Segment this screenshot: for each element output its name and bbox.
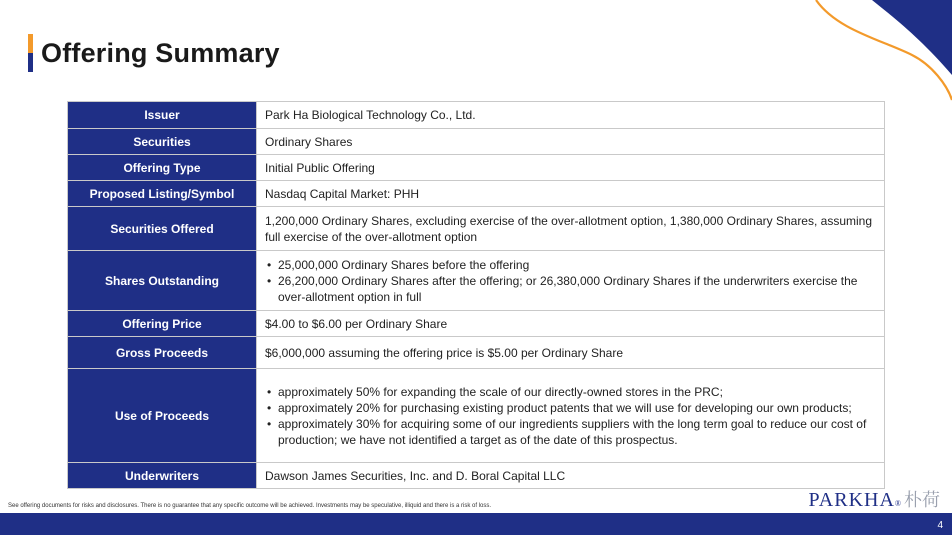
footer-bar xyxy=(0,513,952,535)
row-label: Securities Offered xyxy=(68,207,257,251)
title-block xyxy=(28,33,280,73)
bullet-list xyxy=(265,384,876,448)
logo-text: PARKHA xyxy=(808,489,895,511)
row-value xyxy=(257,369,885,463)
row-label: Securities xyxy=(68,129,257,155)
row-label: Proposed Listing/Symbol xyxy=(68,181,257,207)
row-label: Shares Outstanding xyxy=(68,251,257,311)
row-label: Gross Proceeds xyxy=(68,337,257,369)
table-row xyxy=(68,181,885,207)
table-row xyxy=(68,251,885,311)
table-row xyxy=(68,369,885,463)
row-value: 1,200,000 Ordinary Shares, excluding exercise of the over-allotment option, 1,380,000 Ordinary Shares, assuming full exercise of the over-allotment option xyxy=(257,207,885,251)
row-label: Underwriters xyxy=(68,463,257,489)
offering-summary-table xyxy=(67,101,885,489)
corner-decoration xyxy=(802,0,952,110)
row-value: Park Ha Biological Technology Co., Ltd. xyxy=(257,102,885,129)
bullet-item: • 26,200,000 Ordinary Shares after the offering; or 26,380,000 Ordinary Shares if the underwriters exercise the over-allotment option in full xyxy=(278,273,876,305)
registered-mark: ® xyxy=(894,499,901,508)
logo-chinese: 朴荷 xyxy=(904,490,940,511)
bullet-list xyxy=(265,257,876,305)
table-row xyxy=(68,207,885,251)
row-label: Offering Price xyxy=(68,311,257,337)
row-value: Initial Public Offering xyxy=(257,155,885,181)
page-number: 4 xyxy=(937,520,943,531)
table-row xyxy=(68,337,885,369)
row-value: Ordinary Shares xyxy=(257,129,885,155)
row-label: Use of Proceeds xyxy=(68,369,257,463)
table-row xyxy=(68,463,885,489)
table-row xyxy=(68,155,885,181)
row-label: Offering Type xyxy=(68,155,257,181)
table-row xyxy=(68,102,885,129)
row-value: Dawson James Securities, Inc. and D. Boral Capital LLC xyxy=(257,463,885,489)
row-value xyxy=(257,251,885,311)
disclaimer-note: See offering documents for risks and disclosures. There is no guarantee that any specific outcome will be achieved. Investments may be speculative, illiquid and there is a risk of loss. xyxy=(8,503,492,509)
page-title: Offering Summary xyxy=(41,37,280,68)
table-row xyxy=(68,129,885,155)
row-value: $6,000,000 assuming the offering price is $5.00 per Ordinary Share xyxy=(257,337,885,369)
parkha-logo xyxy=(809,486,940,512)
bullet-item: • approximately 20% for purchasing existing product patents that we will use for developing our own products; xyxy=(278,400,876,416)
bullet-item: • approximately 50% for expanding the scale of our directly-owned stores in the PRC; xyxy=(278,384,876,400)
bullet-item: • approximately 30% for acquiring some of our ingredients suppliers with the long term goal to reduce our cost of production; we have not identified a target as of the date of this prospectus. xyxy=(278,416,876,448)
bullet-item: • 25,000,000 Ordinary Shares before the offering xyxy=(278,257,876,273)
table-row xyxy=(68,311,885,337)
row-label: Issuer xyxy=(68,102,257,129)
row-value: $4.00 to $6.00 per Ordinary Share xyxy=(257,311,885,337)
row-value: Nasdaq Capital Market: PHH xyxy=(257,181,885,207)
title-accent-bar xyxy=(28,34,33,72)
